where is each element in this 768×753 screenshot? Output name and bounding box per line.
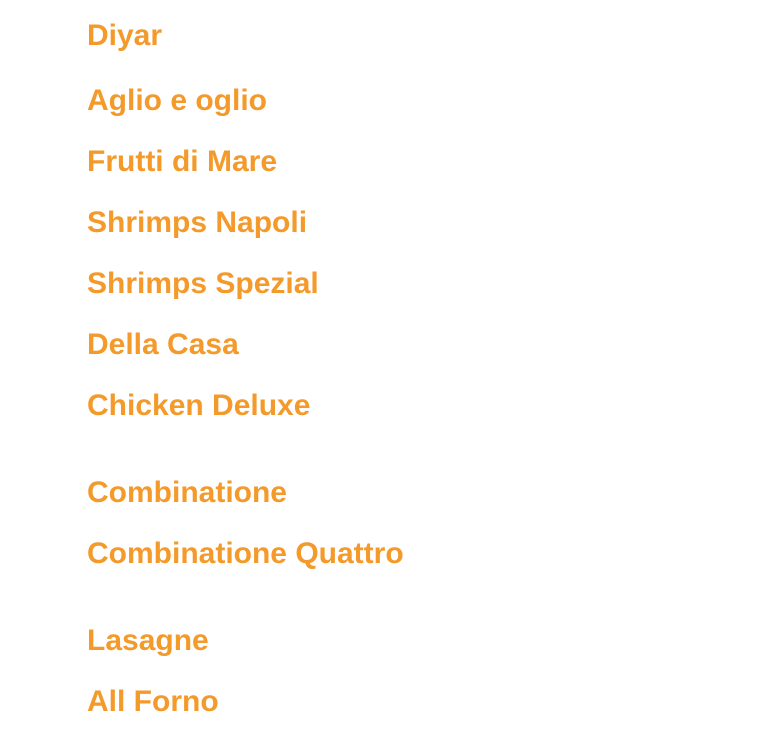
menu-item-combinatione[interactable]: Combinatione (87, 476, 287, 509)
menu-item-all-forno[interactable]: All Forno (87, 685, 219, 718)
menu-item-della-casa[interactable]: Della Casa (87, 328, 239, 361)
menu-item-shrimps-napoli[interactable]: Shrimps Napoli (87, 206, 308, 239)
menu-item-combinatione-quattro[interactable]: Combinatione Quattro (87, 537, 404, 570)
menu-item-aglio-e-oglio[interactable]: Aglio e oglio (87, 84, 267, 117)
menu-item-chicken-deluxe[interactable]: Chicken Deluxe (87, 389, 311, 422)
menu-item-frutti-di-mare[interactable]: Frutti di Mare (87, 145, 278, 178)
menu-item-diyar[interactable]: Diyar (87, 19, 163, 52)
menu-item-shrimps-spezial[interactable]: Shrimps Spezial (87, 267, 319, 300)
menu-item-lasagne[interactable]: Lasagne (87, 624, 209, 657)
